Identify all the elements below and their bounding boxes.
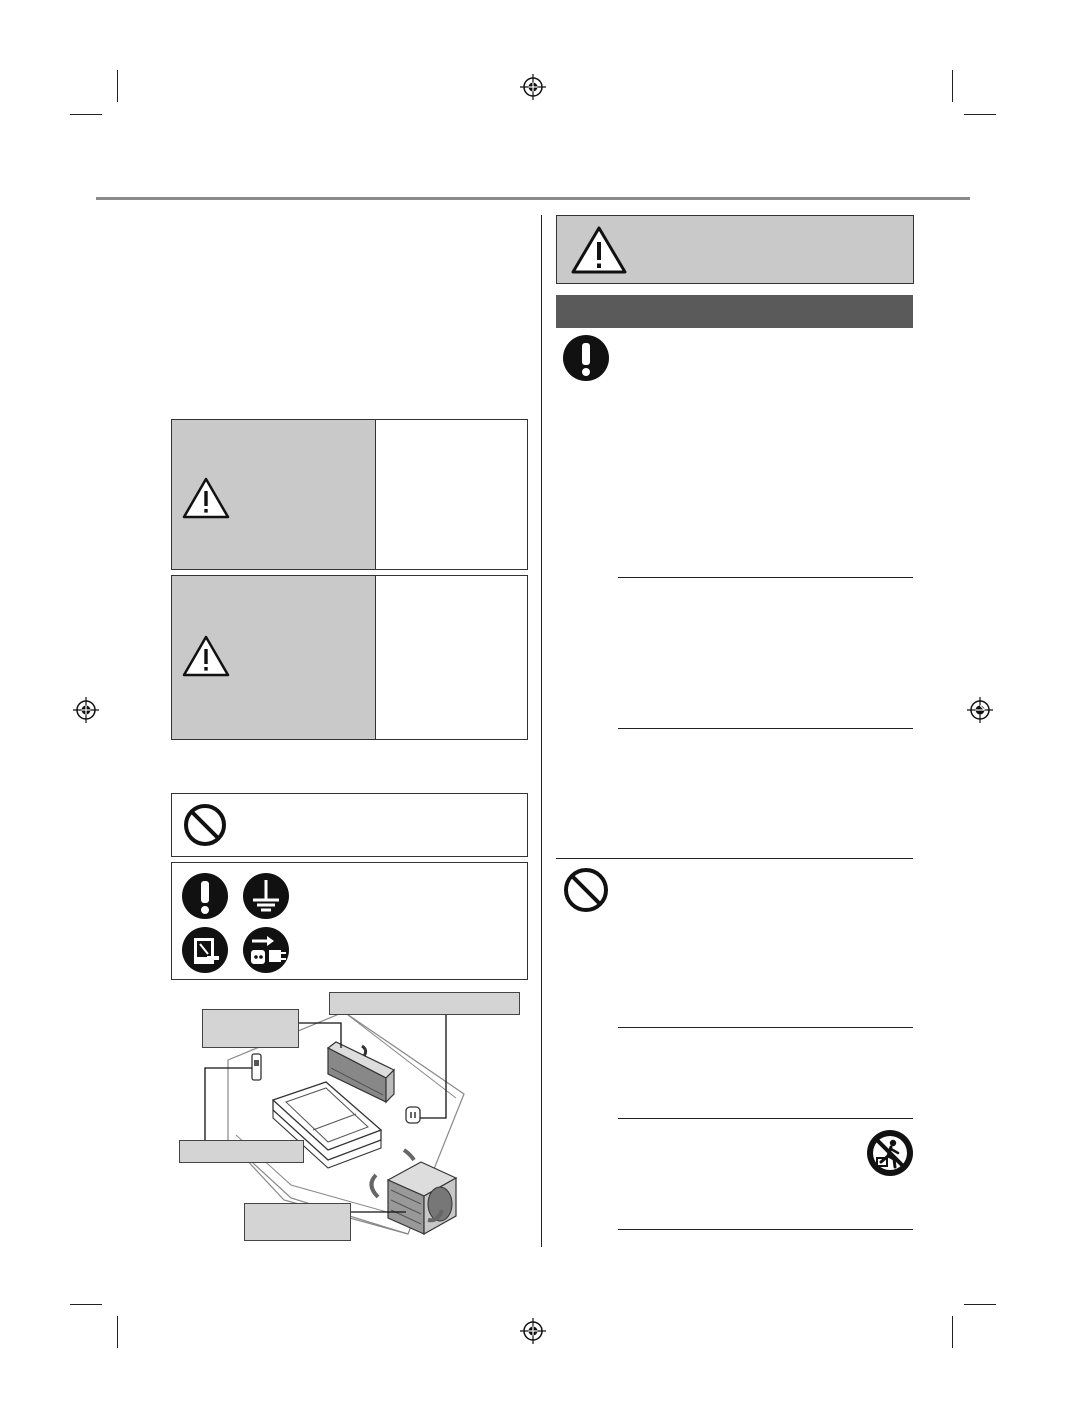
item-separator: [618, 1118, 913, 1119]
warning-heading-panel: [556, 215, 914, 284]
exclamation-icon: [181, 872, 229, 920]
caution-triangle-icon: [182, 477, 230, 519]
crop-mark: [70, 1304, 102, 1305]
outdoor-unit-label-box: [244, 1203, 351, 1241]
caution-triangle-icon: [182, 635, 230, 677]
item-separator: [618, 1229, 913, 1230]
prohibited-symbol-box: [171, 793, 528, 857]
disconnect-plug-icon: [242, 926, 290, 974]
item-separator: [618, 1027, 913, 1028]
crop-mark: [952, 70, 953, 102]
section-separator: [556, 858, 913, 859]
registration-mark-icon: [520, 1318, 546, 1344]
item-separator: [618, 728, 913, 729]
item-separator: [618, 577, 913, 578]
caution-triangle-icon: [570, 225, 628, 275]
power-plug-label-box: [329, 992, 520, 1015]
caution-symbol-table: [171, 575, 528, 740]
indoor-unit-label-box: [202, 1009, 299, 1048]
remote-control-label-box: [179, 1140, 304, 1163]
crop-mark: [70, 114, 102, 115]
power-switch-icon: [181, 926, 229, 974]
header-rule: [96, 197, 970, 200]
column-divider: [541, 215, 542, 1247]
exclamation-icon: [562, 334, 610, 382]
crop-mark: [117, 1316, 118, 1348]
registration-mark-icon: [967, 697, 993, 723]
mandatory-symbol-box: [171, 862, 528, 980]
no-children-climbing-icon: [866, 1129, 914, 1177]
prohibited-icon: [182, 802, 228, 848]
earth-ground-icon: [242, 872, 290, 920]
crop-mark: [952, 1316, 953, 1348]
crop-mark: [964, 114, 996, 115]
registration-mark-icon: [73, 697, 99, 723]
crop-mark: [117, 70, 118, 102]
crop-mark: [964, 1304, 996, 1305]
warning-symbol-table: [171, 419, 528, 570]
warning-section-bar: [556, 295, 913, 328]
prohibited-icon: [562, 866, 610, 914]
registration-mark-icon: [520, 74, 546, 100]
